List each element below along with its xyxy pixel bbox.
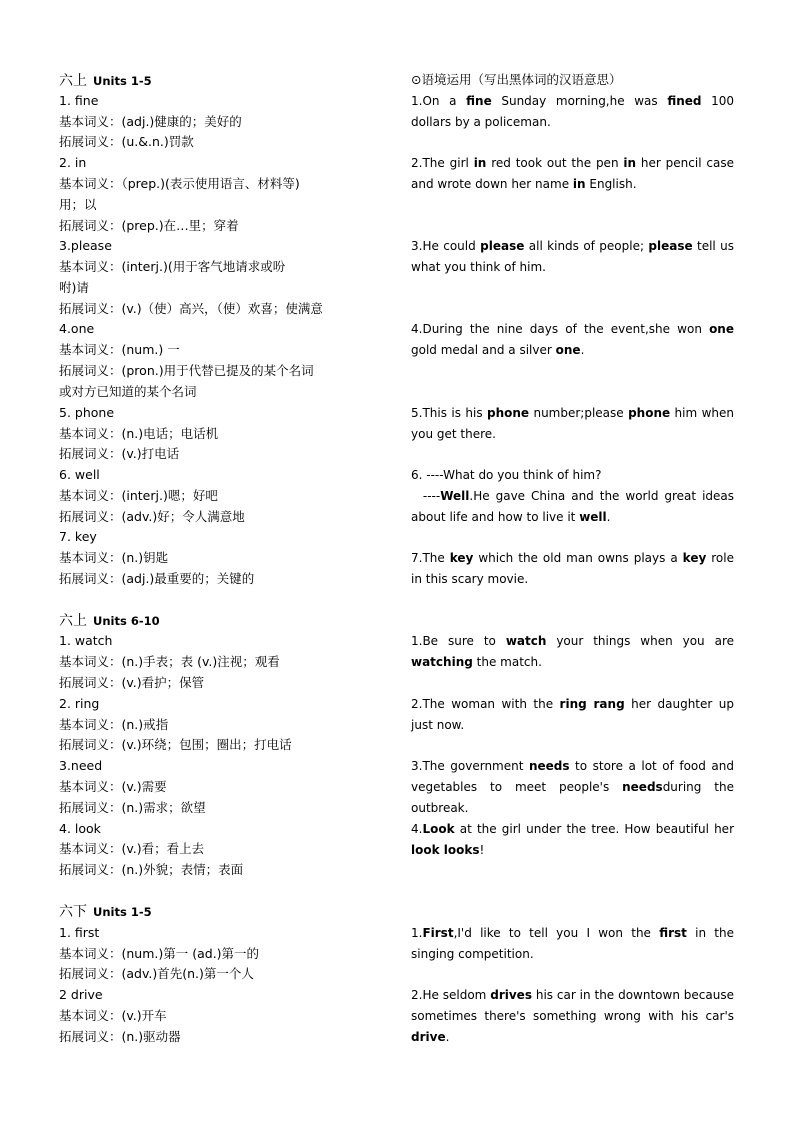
basic-meaning: 基本词义：(n.)戒指 [59,717,169,732]
basic-meaning: 基本词义：(v.)看；看上去 [59,841,205,856]
word-entry: 7. key [59,529,97,544]
word-entry: 3.please [59,238,112,253]
extended-meaning: 拓展词义：(prep.)在…里；穿着 [59,218,239,233]
basic-meaning: 基本词义：（prep.)(表示使用语言、材料等) [59,176,300,191]
basic-meaning: 基本词义：(v.)需要 [59,779,167,794]
word-entry: 1. first [59,925,100,940]
context-usage-title: ⊙语境运用（写出黑体词的汉语意思） [411,72,622,87]
example-sentence: 1.Be sure to watch your things when you are watching the match. [411,634,734,669]
word-entry: 4.one [59,321,95,336]
extended-meaning: 拓展词义：(v.)打电话 [59,446,180,461]
extended-meaning: 拓展词义：(n.)外貌；表情；表面 [59,862,244,877]
section-heading [59,71,152,92]
example-sentence: 3.He could please all kinds of people; please tell us what you think of him. [411,239,735,274]
example-sentence: 1.On a fine Sunday morning,he was fined 100 dollars by a policeman. [411,94,735,129]
extended-meaning-cont: 或对方已知道的某个名词 [59,384,197,399]
extended-meaning: 拓展词义：(adv.)好；令人满意地 [59,509,245,524]
word-entry: 2. in [59,155,87,170]
example-sentence: 5.This is his phone number;please phone him when you get there. [411,406,734,441]
basic-meaning: 基本词义：(n.)手表；表 (v.)注视；观看 [59,654,280,669]
section-heading [59,902,152,923]
basic-meaning: 基本词义：(num.) 一 [59,342,180,357]
section-units: Units 1-5 [93,74,152,88]
basic-meaning: 基本词义：(n.)电话；电话机 [59,426,219,441]
extended-meaning: 拓展词义：(n.)驱动器 [59,1029,181,1044]
example-sentence: 2.The girl in red took out the pen in her pencil case and wrote down her name in English. [411,156,734,191]
example-sentence: 1.First,I'd like to tell you I won the first in the singing competition. [411,926,735,961]
word-entry: 2 drive [59,987,103,1002]
extended-meaning: 拓展词义：(pron.)用于代替已提及的某个名词 [59,363,314,378]
word-entry: 6. well [59,467,100,482]
extended-meaning: 拓展词义：(adj.)最重要的；关键的 [59,571,255,586]
word-entry: 3.need [59,758,103,773]
section-heading [59,611,160,632]
example-sentence: 4.During the nine days of the event,she won one gold medal and a silver one. [411,322,734,357]
basic-meaning: 基本词义：(interj.)嗯；好吧 [59,488,218,503]
basic-meaning: 基本词义：(num.)第一 (ad.)第一的 [59,946,260,961]
extended-meaning: 拓展词义：(v.)环绕；包围；圈出；打电话 [59,737,292,752]
basic-meaning: 基本词义：(adj.)健康的；美好的 [59,114,242,129]
section-units: Units 1-5 [93,905,152,919]
example-sentence: 4.Look at the girl under the tree. How beautiful her look looks! [411,822,734,857]
example-sentence: 2.The woman with the ring rang her daughter up just now. [411,697,734,732]
extended-meaning: 拓展词义：(v.)（使）高兴，（使）欢喜；使满意 [59,301,323,316]
example-sentence: 6. ----What do you think of him? ----Well.He gave China and the world great ideas about life and how to live it well. [411,468,735,524]
basic-meaning: 基本词义：(interj.)(用于客气地请求或吩 [59,259,286,274]
section-grade: 六下 [59,904,87,920]
word-entry: 1. fine [59,93,99,108]
extended-meaning: 拓展词义：(adv.)首先(n.)第一个人 [59,966,254,981]
word-entry: 4. look [59,821,101,836]
word-entry: 1. watch [59,633,113,648]
example-sentence: 3.The government needs to store a lot of food and vegetables to meet people's needsduring the outbreak. [411,759,734,815]
basic-meaning-cont: 用；以 [59,197,97,212]
extended-meaning: 拓展词义：(v.)看护；保管 [59,675,205,690]
basic-meaning: 基本词义：(v.)开车 [59,1008,167,1023]
basic-meaning-cont: 咐)请 [59,280,89,295]
example-sentence: 2.He seldom drives his car in the downtown because sometimes there's something wrong with his car's drive. [411,988,734,1044]
word-entry: 2. ring [59,696,100,711]
section-grade: 六上 [59,613,87,629]
word-entry: 5. phone [59,405,115,420]
basic-meaning: 基本词义：(n.)钥匙 [59,550,169,565]
section-grade: 六上 [59,73,87,89]
extended-meaning: 拓展词义：(u.&.n.)罚款 [59,134,194,149]
example-sentence: 7.The key which the old man owns plays a key role in this scary movie. [411,551,734,586]
extended-meaning: 拓展词义：(n.)需求；欲望 [59,800,206,815]
section-units: Units 6-10 [93,614,160,628]
